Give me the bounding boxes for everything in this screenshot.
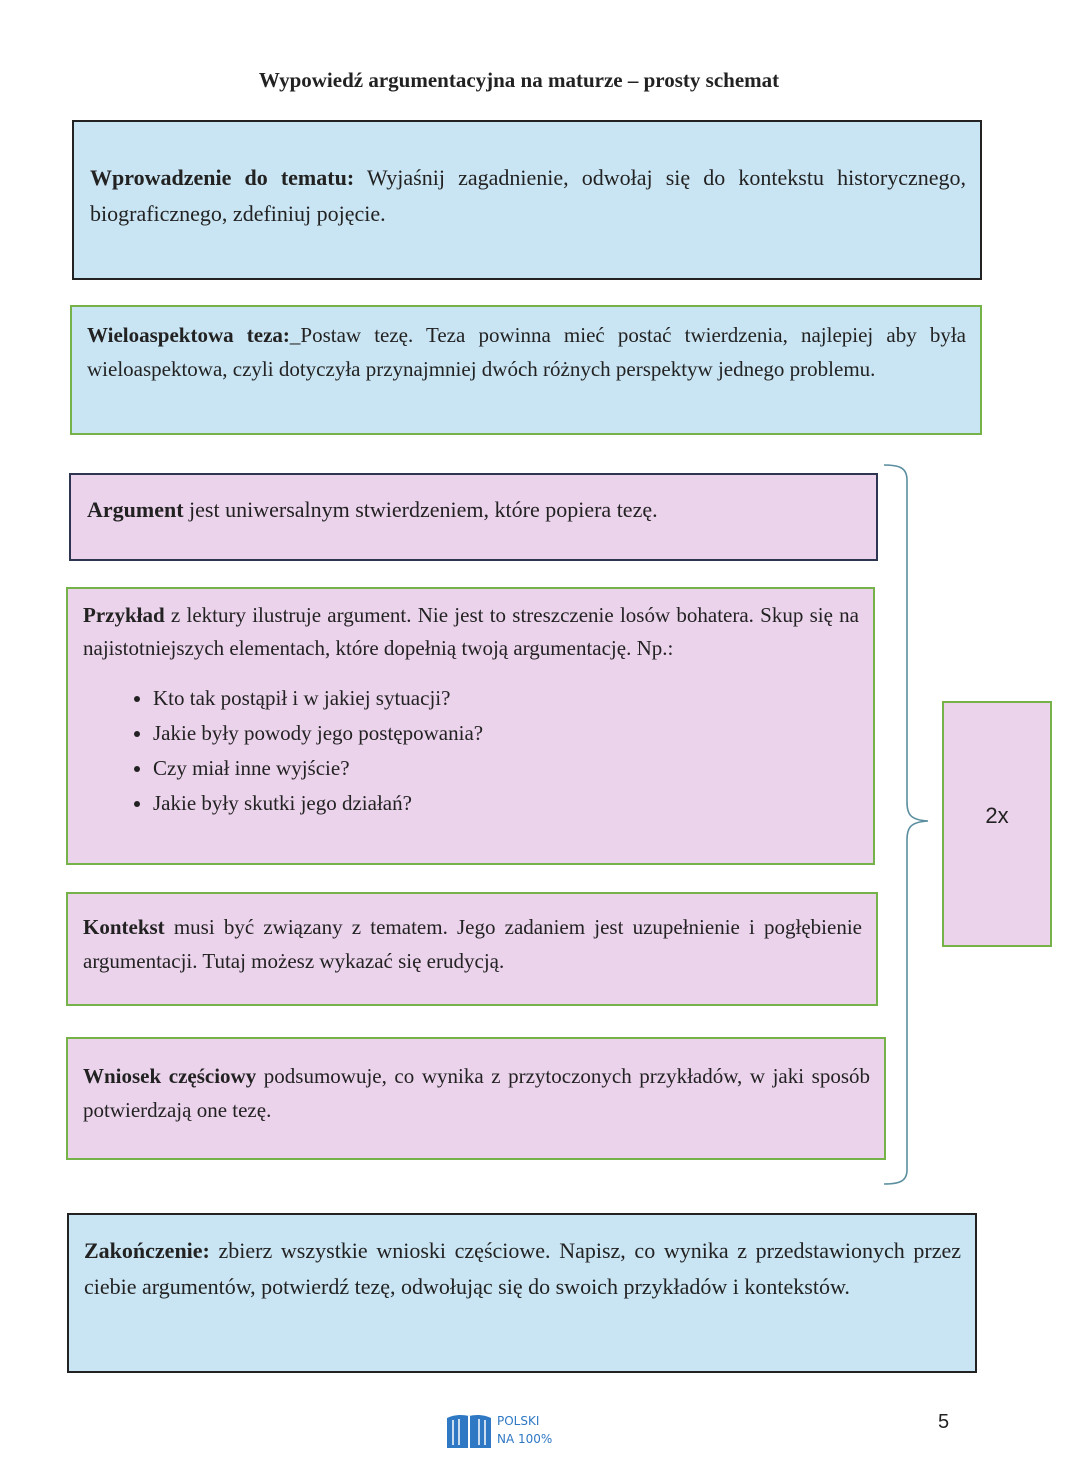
intro-label: Wprowadzenie do tematu:: [90, 165, 355, 190]
ending-text: zbierz wszystkie wnioski częściowe. Napisz, co wynika z przedstawionych przez ciebie argumentów, potwierdź tezę, odwołując się do swoich przykładów i kontekstów.: [84, 1238, 961, 1299]
ending-label: Zakończenie:: [84, 1238, 210, 1263]
repeat-count-label: 2x: [985, 803, 1009, 828]
list-item: • Jakie były skutki jego działań?: [153, 786, 859, 821]
argument-label: Argument: [87, 497, 184, 522]
partial-conclusion-label: Wniosek częściowy: [83, 1064, 257, 1088]
partial-conclusion-text: podsumowuje, co wynika z przytoczonych przykładów, w jaki sposób potwierdzają one tezę.: [83, 1064, 870, 1122]
context-paragraph: [83, 910, 862, 978]
example-box: [66, 587, 875, 865]
partial-conclusion-box: [66, 1037, 886, 1160]
thesis-label: Wieloaspektowa teza:: [87, 323, 290, 347]
partial-conclusion-paragraph: [83, 1059, 870, 1127]
intro-text: Wyjaśnij zagadnienie, odwołaj się do kontekstu historycznego, biograficznego, zdefiniuj pojęcie.: [90, 165, 966, 226]
ending-paragraph: [84, 1233, 961, 1305]
context-label: Kontekst: [83, 915, 165, 939]
example-paragraph: [83, 599, 859, 665]
argument-box: [69, 473, 878, 561]
context-text: musi być związany z tematem. Jego zadaniem jest uzupełnienie i pogłębienie argumentacji. Tutaj możesz wykazać się erudycją.: [83, 915, 862, 973]
brace-icon: [880, 462, 940, 1192]
logo-text: [497, 1412, 552, 1448]
intro-box: [72, 120, 982, 280]
argument-text: jest uniwersalnym stwierdzeniem, które popiera tezę.: [183, 497, 658, 522]
logo-line2: NA 100%: [497, 1432, 553, 1446]
example-text: z lektury ilustruje argument. Nie jest to streszczenie losów bohatera. Skup się na najistotniejszych elementach, które dopełnią twoją argumentację. Np.:: [83, 603, 859, 660]
argument-paragraph: [87, 493, 862, 527]
list-item: • Kto tak postąpił i w jakiej sytuacji?: [153, 681, 859, 716]
thesis-text: _Postaw tezę. Teza powinna mieć postać twierdzenia, najlepiej aby była wieloaspektowa, czyli dotyczyła przynajmniej dwóch różnych perspektyw jednego problemu.: [87, 323, 967, 381]
page-number: 5: [938, 1411, 950, 1433]
logo-line1: POLSKI: [497, 1414, 540, 1428]
thesis-paragraph: [87, 318, 966, 386]
thesis-box: [70, 305, 982, 435]
example-label: Przykład: [83, 603, 165, 627]
context-box: [66, 892, 878, 1006]
ending-box: [67, 1213, 977, 1373]
list-item: • Czy miał inne wyjście?: [153, 751, 859, 786]
example-question-list: [83, 681, 859, 821]
page-title: Wypowiedź argumentacyjna na maturze – prosty schemat: [258, 68, 780, 92]
intro-paragraph: [90, 160, 966, 232]
repeat-count-box: [942, 701, 1052, 947]
list-item: • Jakie były powody jego postępowania?: [153, 716, 859, 751]
